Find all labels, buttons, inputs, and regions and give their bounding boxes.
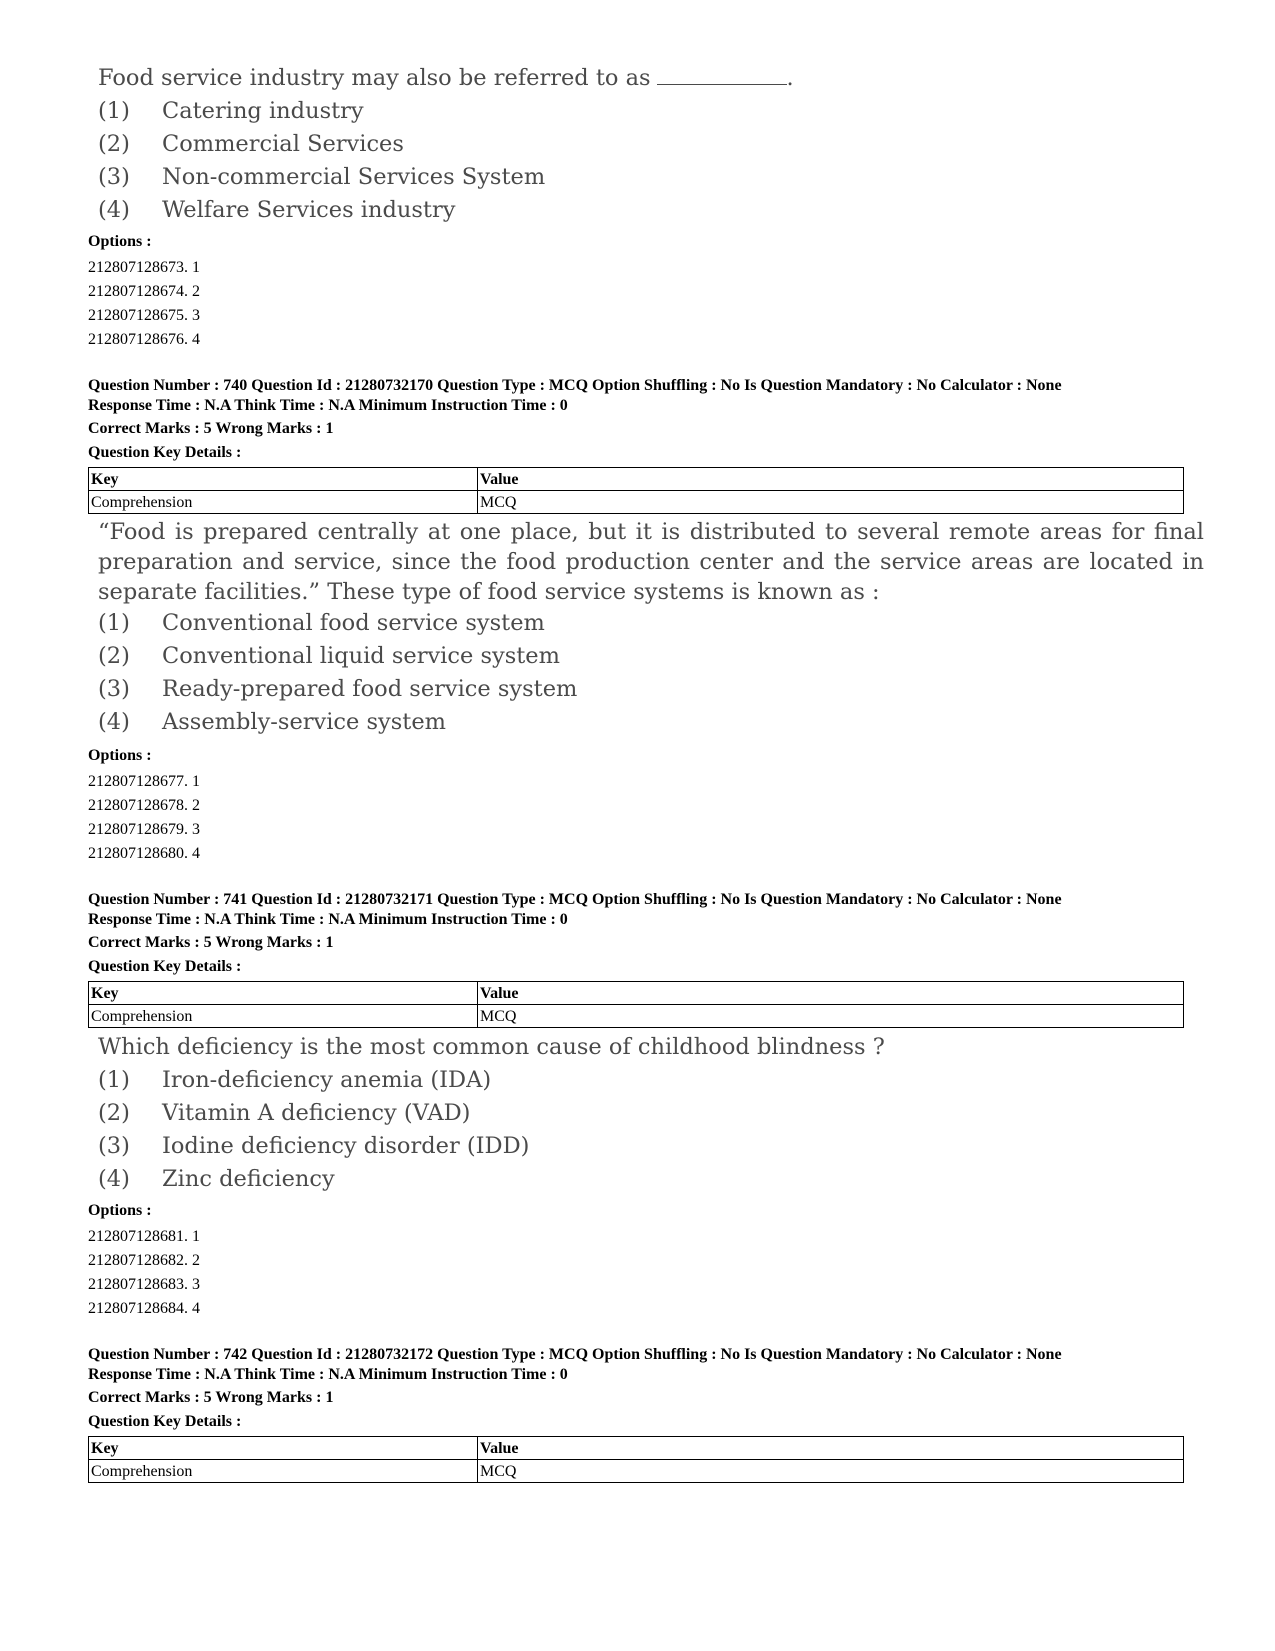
question-header-line: Question Number : 742 Question Id : 21280732172 Question Type : MCQ Option Shuffling : No Is Question Mandatory : No Calculator : None	[88, 1346, 1062, 1363]
question-option: (3) Iodine deficiency disorder (IDD)	[98, 1133, 530, 1159]
answer-blank	[657, 66, 787, 85]
question-header-line: Response Time : N.A Think Time : N.A Minimum Instruction Time : 0	[88, 397, 568, 414]
key-value-table	[88, 1436, 1184, 1483]
table-cell: Key	[89, 468, 478, 491]
question-740-stem: “Food is prepared centrally at one place, but it is distributed to several remote areas for final preparation and service, since the food production center and the service areas are located in separate facilities.” These type of food service systems is known as :	[98, 519, 1204, 605]
question-option: (2) Commercial Services	[98, 131, 404, 157]
question-739-options	[88, 232, 200, 352]
question-740-header	[88, 376, 1184, 514]
options-label: Options :	[88, 747, 152, 764]
table-cell: Value	[478, 1437, 1184, 1460]
option-id: 212807128682. 2	[88, 1252, 200, 1269]
table-row	[89, 1005, 1184, 1028]
question-header-line: Response Time : N.A Think Time : N.A Minimum Instruction Time : 0	[88, 1366, 568, 1383]
table-cell: MCQ	[478, 491, 1184, 514]
question-option: (1) Iron-deficiency anemia (IDA)	[98, 1067, 492, 1093]
option-id: 212807128679. 3	[88, 821, 200, 838]
table-row	[89, 491, 1184, 514]
question-741-stem: Which deficiency is the most common cause of childhood blindness ?	[98, 1034, 885, 1060]
question-741-options	[88, 1201, 200, 1321]
option-id: 212807128680. 4	[88, 845, 200, 862]
table-cell: Value	[478, 468, 1184, 491]
key-details-label: Question Key Details :	[88, 958, 242, 975]
table-header-row	[89, 468, 1184, 491]
option-id: 212807128684. 4	[88, 1300, 200, 1317]
key-value-table	[88, 981, 1184, 1028]
marks-line: Correct Marks : 5 Wrong Marks : 1	[88, 420, 334, 437]
table-cell: Value	[478, 982, 1184, 1005]
question-option: (3) Non-commercial Services System	[98, 164, 546, 190]
question-742-header	[88, 1345, 1184, 1483]
key-value-table	[88, 467, 1184, 514]
marks-line: Correct Marks : 5 Wrong Marks : 1	[88, 934, 334, 951]
question-option: (1) Catering industry	[98, 98, 364, 124]
option-id: 212807128681. 1	[88, 1228, 200, 1245]
question-740-options	[88, 746, 200, 866]
question-739-stem: Food service industry may also be referred to as .	[98, 65, 794, 91]
marks-line: Correct Marks : 5 Wrong Marks : 1	[88, 1389, 334, 1406]
options-label: Options :	[88, 233, 152, 250]
option-id: 212807128673. 1	[88, 259, 200, 276]
table-header-row	[89, 982, 1184, 1005]
question-header-line: Response Time : N.A Think Time : N.A Minimum Instruction Time : 0	[88, 911, 568, 928]
option-id: 212807128683. 3	[88, 1276, 200, 1293]
table-row	[89, 1460, 1184, 1483]
question-739-image	[98, 62, 794, 227]
option-id: 212807128674. 2	[88, 283, 200, 300]
table-cell: Comprehension	[89, 491, 478, 514]
question-header-line: Question Number : 741 Question Id : 21280732171 Question Type : MCQ Option Shuffling : No Is Question Mandatory : No Calculator : None	[88, 891, 1062, 908]
key-details-label: Question Key Details :	[88, 1413, 242, 1430]
question-option: (2) Vitamin A deficiency (VAD)	[98, 1100, 471, 1126]
table-header-row	[89, 1437, 1184, 1460]
table-cell: MCQ	[478, 1460, 1184, 1483]
table-cell: MCQ	[478, 1005, 1184, 1028]
table-cell: Key	[89, 1437, 478, 1460]
table-cell: Comprehension	[89, 1005, 478, 1028]
question-741-image	[98, 1031, 885, 1196]
key-details-label: Question Key Details :	[88, 444, 242, 461]
question-option: (4) Zinc deficiency	[98, 1166, 335, 1192]
table-cell: Key	[89, 982, 478, 1005]
option-id: 212807128677. 1	[88, 773, 200, 790]
option-id: 212807128678. 2	[88, 797, 200, 814]
question-header-line: Question Number : 740 Question Id : 21280732170 Question Type : MCQ Option Shuffling : No Is Question Mandatory : No Calculator : None	[88, 377, 1062, 394]
question-740-image	[98, 517, 1204, 739]
table-cell: Comprehension	[89, 1460, 478, 1483]
question-741-header	[88, 890, 1184, 1028]
question-option: (4) Welfare Services industry	[98, 197, 456, 223]
options-label: Options :	[88, 1202, 152, 1219]
question-option: (3) Ready-prepared food service system	[98, 676, 578, 702]
option-id: 212807128675. 3	[88, 307, 200, 324]
question-option: (1) Conventional food service system	[98, 610, 545, 636]
question-option: (4) Assembly-service system	[98, 709, 446, 735]
question-option: (2) Conventional liquid service system	[98, 643, 560, 669]
option-id: 212807128676. 4	[88, 331, 200, 348]
